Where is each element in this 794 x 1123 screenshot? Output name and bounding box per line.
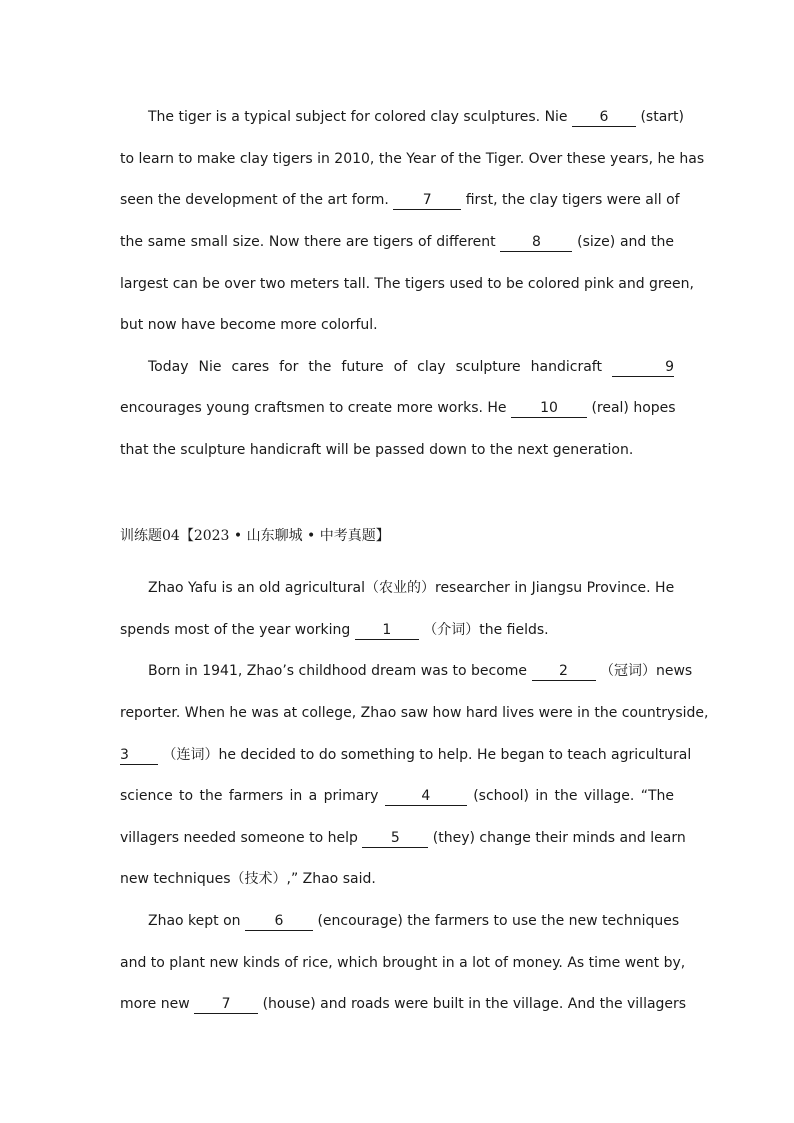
blank-7[interactable]: 7 [393, 191, 461, 210]
blank-8[interactable]: 8 [500, 233, 572, 252]
text: spends most of the year working [120, 622, 351, 638]
passage1-p1-line2 [120, 149, 705, 169]
text: and to plant new kinds of rice, which brought in a lot of money. As time went by, [120, 955, 686, 971]
text: (school) in the village. “The [473, 788, 675, 804]
text: Zhao Yafu is an old agricultural（农业的）researcher in Jiangsu Province. He [148, 580, 675, 596]
blank-4[interactable]: 4 [385, 787, 467, 806]
text: new techniques（技术）,” Zhao said. [120, 871, 376, 887]
heading-text: 训练题04【2023 • 山东聊城 • 中考真题】 [120, 528, 390, 544]
passage2-p2-line6 [120, 869, 674, 889]
blank-7b[interactable]: 7 [194, 995, 258, 1014]
blank-3[interactable]: 3 [120, 746, 158, 765]
text: more new [120, 996, 190, 1012]
text: the same small size. Now there are tigers of different [120, 234, 496, 250]
passage1-p1-line3 [120, 190, 680, 210]
passage2-p3-line2 [120, 953, 686, 973]
passage1-p2-line3 [120, 440, 674, 460]
passage2-p2-line5 [120, 828, 686, 848]
blank-6[interactable]: 6 [572, 108, 636, 127]
passage2-p2-line1 [148, 661, 693, 681]
text: (start) [640, 109, 684, 125]
text: (encourage) the farmers to use the new techniques [317, 913, 680, 929]
passage1-p2-line2 [120, 398, 674, 418]
text: science to the farmers in a primary [120, 788, 379, 804]
text: first, the clay tigers were all of [465, 192, 680, 208]
passage2-p1-line1 [148, 578, 674, 598]
text: Zhao kept on [148, 913, 241, 929]
passage2-p2-line3 [120, 745, 692, 765]
blank-5[interactable]: 5 [362, 829, 428, 848]
passage2-p2-line4 [120, 786, 674, 806]
blank-9[interactable]: 9 [612, 358, 674, 377]
blank-10[interactable]: 10 [511, 399, 587, 418]
text: (they) change their minds and learn [432, 830, 686, 846]
text: reporter. When he was at college, Zhao saw how hard lives were in the countryside, [120, 705, 709, 721]
text: （冠词）news [599, 663, 693, 679]
passage1-p2-line1 [148, 357, 674, 377]
blank-1[interactable]: 1 [355, 621, 419, 640]
passage2-p2-line2 [120, 703, 709, 723]
passage1-p1-line6 [120, 315, 674, 335]
text: (size) and the [577, 234, 675, 250]
text: encourages young craftsmen to create more works. He [120, 400, 507, 416]
blank-6b[interactable]: 6 [245, 912, 313, 931]
text: but now have become more colorful. [120, 317, 378, 333]
passage2-p3-line1 [148, 911, 680, 931]
passage1-p1-line4 [120, 232, 674, 252]
text: largest can be over two meters tall. The tigers used to be colored pink and green, [120, 276, 694, 292]
passage2-p3-line3 [120, 994, 687, 1014]
text: (real) hopes [591, 400, 676, 416]
blank-2[interactable]: 2 [532, 662, 596, 681]
text: Today Nie cares for the future of clay sculpture handicraft [148, 359, 602, 375]
text: （介词）the fields. [423, 622, 549, 638]
text: to learn to make clay tigers in 2010, the Year of the Tiger. Over these years, he has [120, 151, 705, 167]
text: （连词）he decided to do something to help. He began to teach agricultural [162, 747, 692, 763]
passage2-p1-line2 [120, 620, 674, 640]
text: seen the development of the art form. [120, 192, 389, 208]
text: The tiger is a typical subject for colored clay sculptures. Nie [148, 109, 568, 125]
text: (house) and roads were built in the village. And the villagers [262, 996, 687, 1012]
text: Born in 1941, Zhao’s childhood dream was to become [148, 663, 528, 679]
text: villagers needed someone to help [120, 830, 358, 846]
exercise-heading [120, 526, 674, 546]
passage1-p1-line5 [120, 274, 694, 294]
passage1-p1-line1 [148, 107, 684, 127]
text: that the sculpture handicraft will be passed down to the next generation. [120, 442, 634, 458]
